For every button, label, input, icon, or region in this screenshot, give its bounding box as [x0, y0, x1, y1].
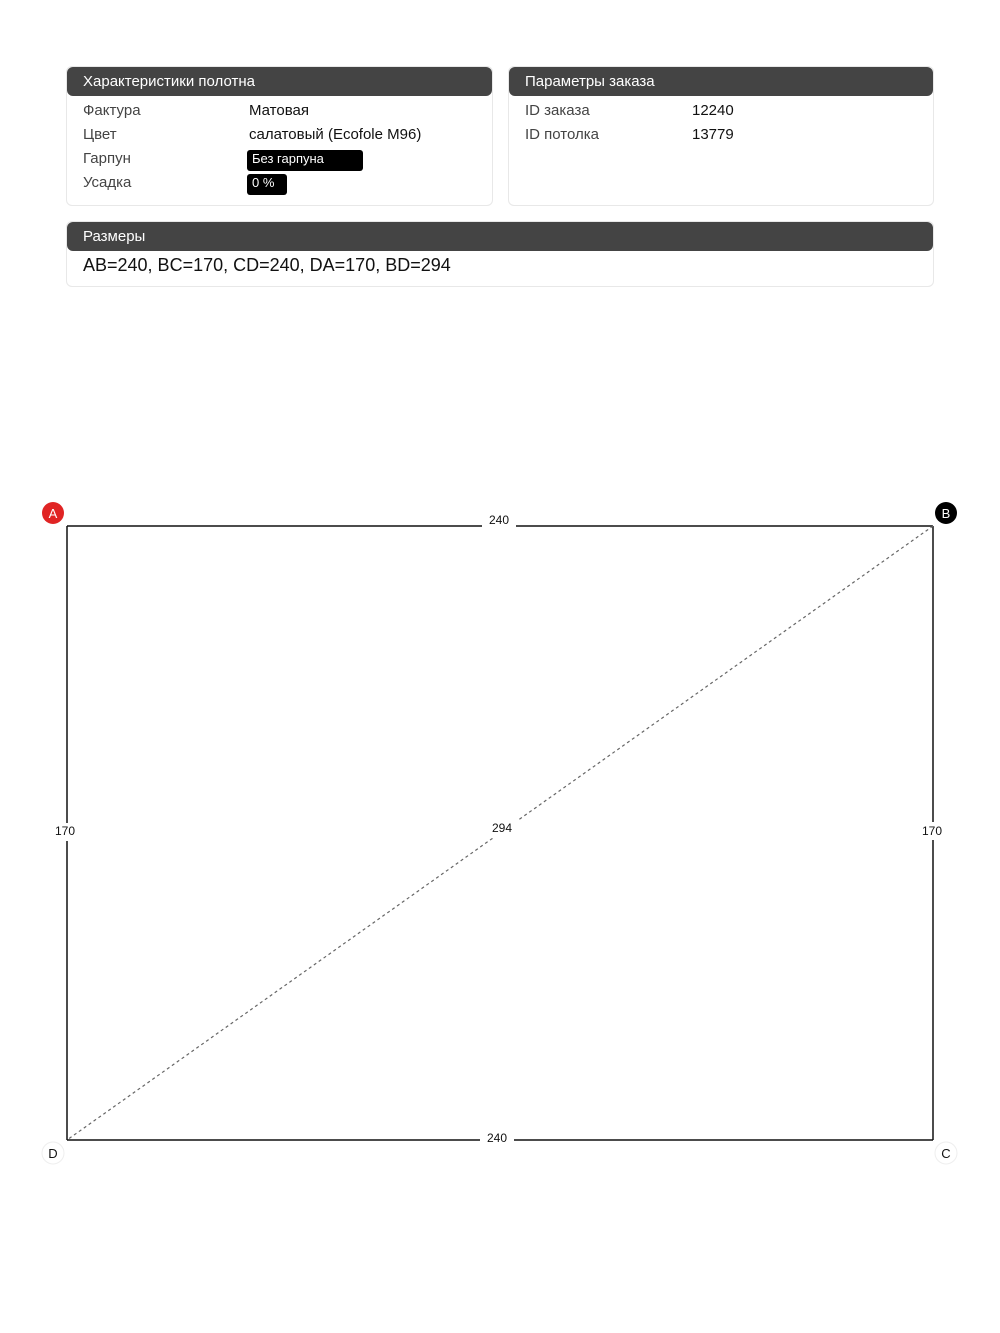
texture-value: Матовая: [249, 102, 309, 119]
sizes-summary: AB=240, BC=170, CD=240, DA=170, BD=294: [83, 255, 451, 275]
harpoon-badge: Без гарпуна: [247, 150, 363, 171]
vertex-a-marker: [42, 502, 64, 524]
sizes-title: Размеры: [67, 222, 933, 251]
vertex-c-marker: [935, 1142, 957, 1164]
order-parameters-title: Параметры заказа: [509, 67, 933, 96]
canvas-characteristics-title: Характеристики полотна: [67, 67, 492, 96]
ceiling-id-value: 13779: [692, 126, 734, 143]
side-da-label: 170: [54, 824, 76, 838]
texture-label: Фактура: [83, 102, 141, 119]
side-cd-label: 240: [486, 1131, 508, 1145]
ceiling-id-label: ID потолка: [525, 126, 600, 143]
vertex-b-label: B: [941, 506, 951, 521]
side-bc-label: 170: [921, 824, 943, 838]
vertex-d-label: D: [48, 1146, 58, 1161]
harpoon-label: Гарпун: [83, 150, 131, 167]
side-ab-label: 240: [488, 513, 510, 527]
color-value: салатовый (Ecofole M96): [249, 126, 422, 143]
shrinkage-badge: 0 %: [247, 174, 287, 195]
vertex-c-label: C: [941, 1146, 951, 1161]
diagonal-bd-label: 294: [491, 821, 513, 835]
color-label: Цвет: [83, 126, 117, 143]
vertex-a-label: A: [48, 506, 58, 521]
order-id-value: 12240: [692, 102, 734, 119]
vertex-d-marker: [42, 1142, 64, 1164]
vertex-b-marker: [935, 502, 957, 524]
shrinkage-label: Усадка: [83, 174, 132, 191]
order-id-label: ID заказа: [525, 102, 590, 119]
